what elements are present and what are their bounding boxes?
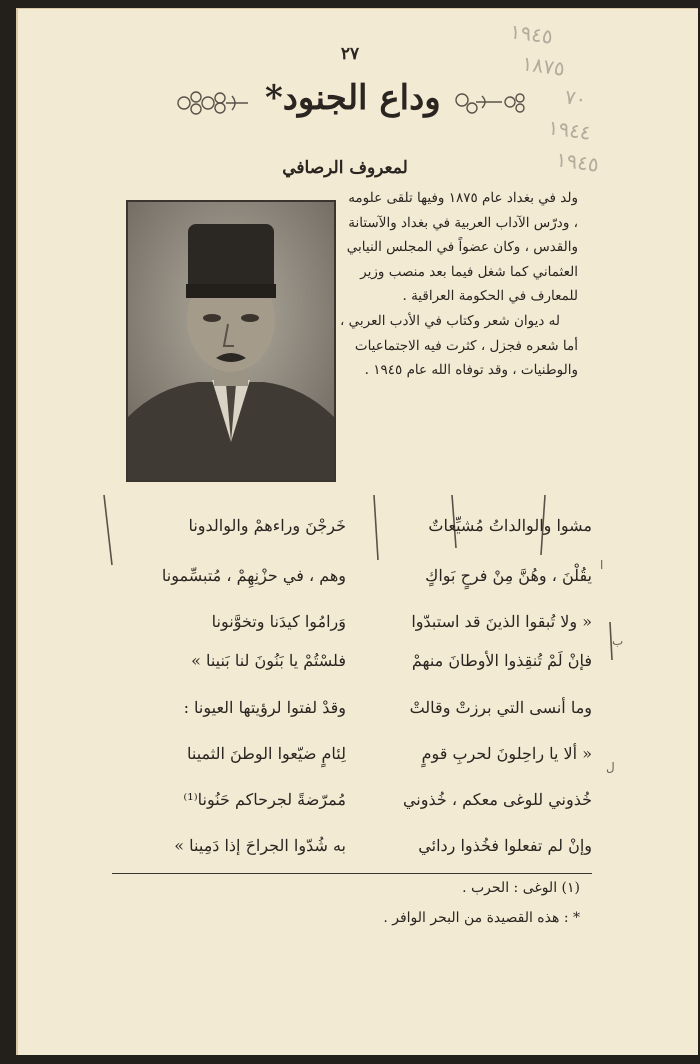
title-row	[0, 78, 700, 128]
author-biography	[340, 186, 578, 383]
footnote-1: (١) الوغى : الحرب .	[462, 880, 580, 896]
bio-paragraph: ولد في بغداد عام ١٨٧٥ وفيها تلقى علومه ، ودرّس الآداب العربية في بغداد والآستانة والقدس ، وكان عضواً في المجلس النيابي العثماني كما شغل فيما بعد منصب وزير للمعارف في الحكومة العراقية .	[346, 190, 578, 305]
verse-hemistich-left: خَرجْنَ وراءهمْ والوالدونا	[188, 516, 346, 535]
verse-hemistich-left: وَرامُوا كيدَنا وتخوَّنونا	[211, 612, 346, 631]
author-portrait	[126, 200, 336, 482]
verse-hemistich-right: يقُلْنَ ، وهُنَّ مِنْ فرحٍ بَواكٍ	[425, 566, 592, 585]
verse-hemistich-left: لِئامٍ ضيّعوا الوطنَ الثمينا	[186, 744, 346, 763]
verse-hemistich-left: به شُدّوا الجراحَ إذا دَمِينا »	[174, 836, 346, 855]
verse-hemistich-right: مشوا والوالداتُ مُشيِّعاتٌ	[428, 516, 592, 535]
pencil-note: ١٩٤٥	[554, 147, 601, 177]
author-name: لمعروف الرصافي	[282, 158, 408, 178]
verse-hemistich-right: وإنْ لم تفعلوا فخُذوا ردائي	[418, 836, 592, 855]
hand-mark: ل	[606, 760, 615, 774]
verse-hemistich-right: « ولا تُبقوا الذينَ قد استبدّوا	[411, 612, 592, 631]
verse-hemistich-right: فإنْ لَمْ تُنقِذوا الأوطانَ منهمْ	[411, 651, 592, 670]
verse-hemistich-right: « ألا يا راحِلونَ لحربِ قومٍ	[421, 744, 592, 763]
verse-hemistich-right: خُذوني للوغى معكم ، خُذوني	[402, 790, 592, 809]
verse-hemistich-left: وهم ، في حزْنِهِمْ ، مُتبسِّمونا	[161, 566, 346, 585]
pencil-note: ١٩٤٥	[508, 19, 555, 49]
hand-mark: ب	[612, 634, 624, 648]
hand-mark: ا	[600, 558, 604, 572]
footnote-divider	[112, 873, 592, 874]
right-ornament-icon	[452, 86, 532, 120]
pencil-note: ١٨٧٥	[520, 51, 567, 81]
verse-hemistich-left: مُمرّضةً لجرحاكم حَنُونا⁽¹⁾	[183, 790, 346, 809]
left-ornament-icon	[170, 86, 250, 120]
bio-paragraph: له ديوان شعر وكتاب في الأدب العربي ، أما شعره فجزل ، كثرت فيه الاجتماعيات والوطنيات ، وقد توفاه الله عام ١٩٤٥ .	[340, 312, 578, 379]
portrait-illustration	[128, 202, 334, 480]
footnote-star: * : هذه القصيدة من البحر الوافر .	[383, 910, 580, 926]
verse-hemistich-left: فلسْتُمْ يا بَنُونَ لنا بَنينا »	[191, 651, 346, 670]
pencil-note: ١٩٤٤	[546, 115, 593, 145]
verse-hemistich-right: وما أنسى التي برزتْ وقالتْ	[409, 698, 592, 717]
pencil-note: ٧٠	[563, 84, 589, 112]
poem-title: وداع الجنود*	[265, 78, 441, 118]
page-number: ٢٧	[340, 44, 360, 64]
verse-hemistich-left: وقدْ لفتوا لرؤيتها العيونا :	[183, 698, 346, 717]
